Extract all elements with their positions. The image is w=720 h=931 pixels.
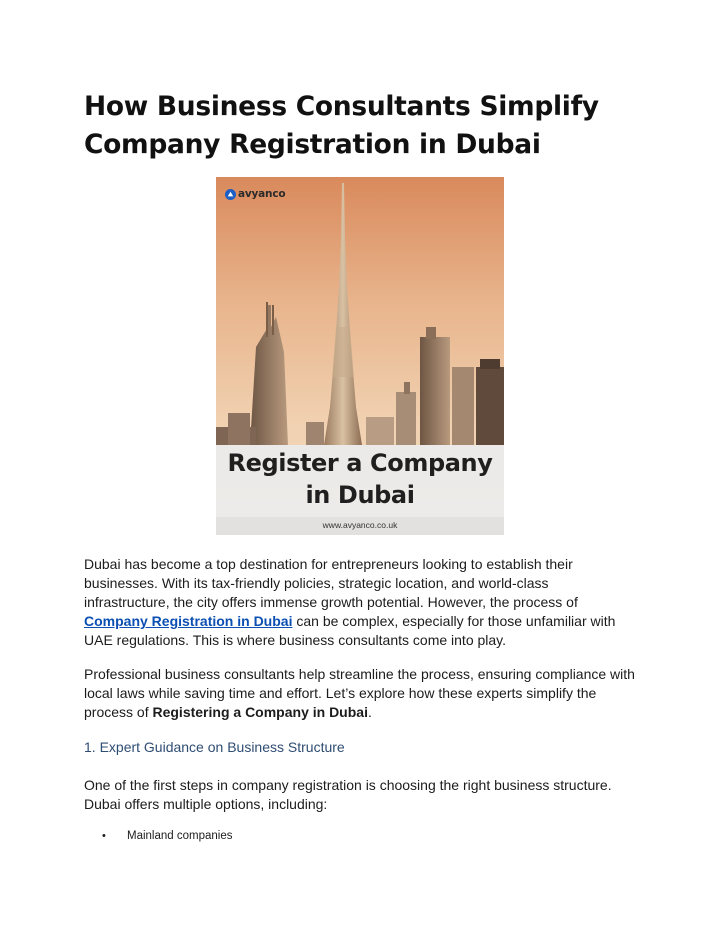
intro-line-5: UAE regulations. This is where business consultants come into play. [84, 632, 507, 648]
banner-url: www.avyanco.co.uk [322, 520, 398, 530]
banner-title-line-1: Register a Company [227, 449, 493, 477]
title-line-1: How Business Consultants Simplify [84, 91, 599, 122]
image-banner [216, 445, 504, 535]
page-title [84, 88, 644, 164]
company-registration-link[interactable]: Company Registration in Dubai [84, 613, 293, 629]
para2-line-1: Professional business consultants help streamline the process, ensuring compliance with [84, 666, 635, 682]
para2-line-3-end: . [367, 704, 372, 720]
intro-line-3: infrastructure, the city offers immense growth potential. However, the process of [84, 594, 578, 610]
banner-title-line-2: in Dubai [305, 481, 415, 509]
structure-paragraph [84, 776, 640, 814]
avyanco-logo-icon [225, 189, 236, 200]
section-heading-1: 1. Expert Guidance on Business Structure [84, 739, 345, 755]
para2-bold-phrase: Registering a Company in Dubai [152, 704, 368, 720]
intro-paragraph [84, 555, 640, 650]
para3-line-1: One of the first steps in company registration is choosing the right business structure. [84, 777, 612, 793]
consultants-paragraph [84, 665, 640, 722]
hero-image [216, 177, 504, 535]
para2-line-2: local laws while saving time and effort. Let’s explore how these experts simplify the [84, 685, 597, 701]
intro-line-4: can be complex, especially for those unfamiliar with [292, 613, 616, 629]
intro-line-2: businesses. With its tax-friendly policies, strategic location, and world-class [84, 575, 549, 591]
para2-line-3: process of [84, 704, 153, 720]
brand-logo-text: avyanco [238, 188, 286, 200]
brand-logo [225, 188, 285, 200]
title-line-2: Company Registration in Dubai [84, 129, 541, 160]
list-item-text: Mainland companies [127, 830, 233, 842]
intro-line-1: Dubai has become a top destination for entrepreneurs looking to establish their [84, 556, 573, 572]
bullet-icon: • [102, 830, 106, 842]
para3-line-2: Dubai offers multiple options, including: [84, 796, 328, 812]
